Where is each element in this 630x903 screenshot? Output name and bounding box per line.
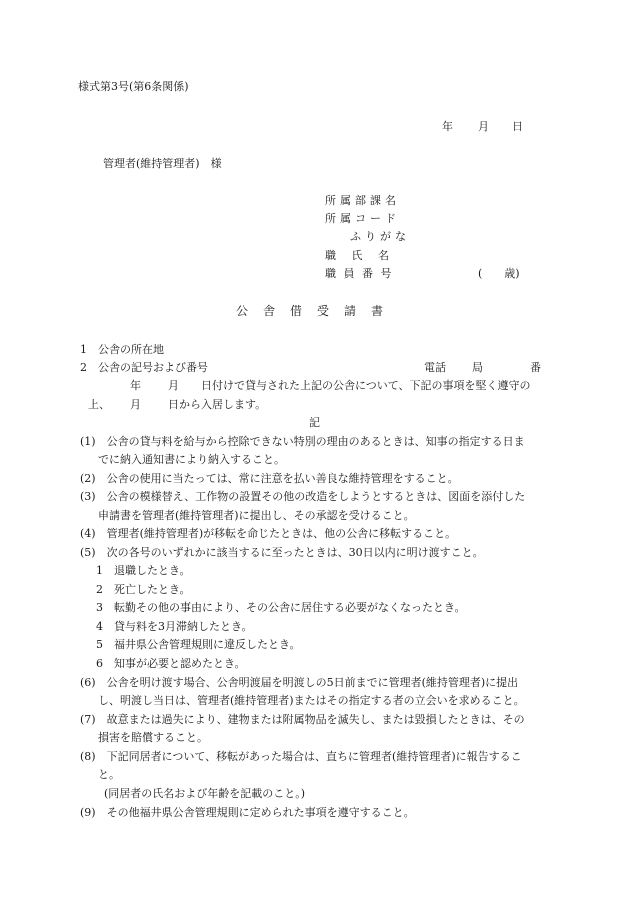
department-code-label: 所属コード <box>325 212 400 225</box>
item-1-line-2: でに納入通知書により納入すること。 <box>98 453 285 466</box>
item-5: (5) 次の各号のいずれかに該当するに至ったときは、30日以内に明け渡すこと。 <box>80 546 484 559</box>
date-year: 年 <box>442 120 453 133</box>
intro-text-2: 日から入居します。 <box>168 398 267 411</box>
phone-label: 電話 <box>424 361 446 374</box>
item-8-line-1: (8) 下記同居者について、移転があった場合は、直ちに管理者(維持管理者)に報告するこ <box>80 750 522 763</box>
intro-year: 年 <box>130 379 141 392</box>
item-4: (4) 管理者(維持管理者)が移転を命じたときは、他の公舎に移転すること。 <box>80 527 457 540</box>
form-number: 様式第3号(第6条関係) <box>78 80 189 93</box>
item-8-note: (同居者の氏名および年齢を記載のこと。) <box>104 787 306 800</box>
item-3-line-2: 申請書を管理者(維持管理者)に提出し、その承認を受けること。 <box>98 509 415 522</box>
item-9: (9) その他福井県公舎管理規則に定められた事項を遵守すること。 <box>80 806 415 819</box>
sub-item-4: 4 貸与料を3月滞納したとき。 <box>96 620 253 633</box>
intro-prefix: 上、 <box>88 398 110 411</box>
sub-item-6: 6 知事が必要と認めたとき。 <box>96 657 246 670</box>
date-month: 月 <box>478 120 489 133</box>
item-6-line-1: (6) 公舎を明け渡す場合、公舎明渡届を明渡しの5日前までに管理者(維持管理者)に提出 <box>80 676 519 689</box>
furigana-label: ふりがな <box>350 230 410 243</box>
staff-number-label: 職 員 番 号 <box>325 267 394 280</box>
document-title: 公舎借受請書 <box>236 304 399 318</box>
sub-item-2: 2 死亡したとき。 <box>96 583 191 596</box>
phone-office: 局 <box>472 361 483 374</box>
sub-item-5: 5 福井県公舎管理規則に違反したとき。 <box>96 638 301 651</box>
department-label: 所属部課名 <box>325 194 400 207</box>
name-label: 職 氏 名 <box>325 249 395 262</box>
sub-item-3: 3 転勤その他の事由により、その公舎に居住する必要がなくなったとき。 <box>96 601 466 614</box>
intro-month: 月 <box>168 379 179 392</box>
age-label: ( 歳) <box>478 267 520 280</box>
item-6-line-2: し、明渡し当日は、管理者(維持管理者)またはその指定する者の立会いを求めること。 <box>98 694 525 707</box>
intro-month-2: 月 <box>130 398 141 411</box>
intro-text: 日付けで貸与された上記の公舎について、下記の事項を堅く遵守の <box>201 379 531 392</box>
item-7-line-1: (7) 故意または過失により、建物または附属物品を滅失し、または毀損したときは、その <box>80 713 525 726</box>
sub-item-1: 1 退職したとき。 <box>96 564 191 577</box>
date-day: 日 <box>512 120 523 133</box>
item-2: (2) 公舎の使用に当たっては、常に注意を払い善良な維持管理をすること。 <box>80 472 459 485</box>
item-7-line-2: 損害を賠償すること。 <box>98 731 208 744</box>
ki-heading: 記 <box>309 416 320 429</box>
section-location: 1 公舎の所在地 <box>80 343 164 356</box>
item-3-line-1: (3) 公舎の模様替え、工作物の設置その他の改造をしようとするときは、図面を添付した <box>80 490 526 503</box>
addressee: 管理者(維持管理者) 様 <box>103 157 222 170</box>
item-8-line-2: と。 <box>98 768 120 781</box>
item-1-line-1: (1) 公舎の貸与料を給与から控除できない特別の理由のあるときは、知事の指定する日ま <box>80 435 525 448</box>
phone-number: 番 <box>530 361 541 374</box>
section-code-number: 2 公舎の記号および番号 <box>80 361 208 374</box>
